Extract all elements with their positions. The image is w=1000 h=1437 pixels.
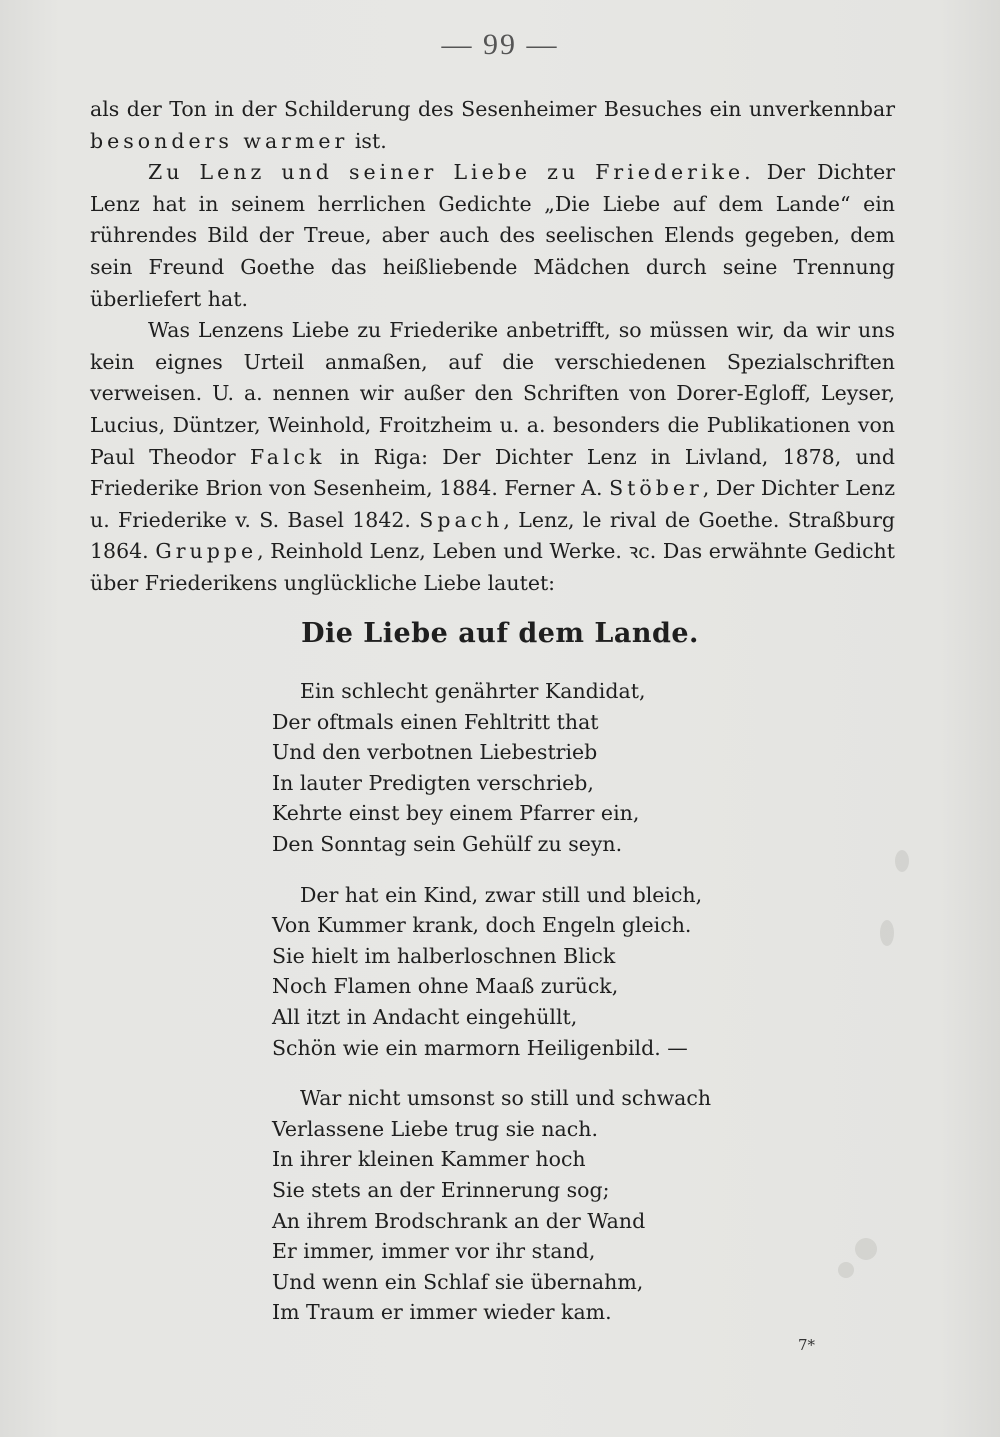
poem-line: Der oftmals einen Fehltritt that	[272, 709, 599, 734]
poem-line: Der hat ein Kind, zwar still und bleich,	[300, 882, 703, 907]
poem-line: Kehrte einst bey einem Pfarrer ein,	[272, 801, 640, 826]
poem-title: Die Liebe auf dem Lande.	[301, 618, 699, 649]
poem-line: Sie hielt im halberloschnen Blick	[272, 943, 616, 968]
poem-line: War nicht umsonst so still und schwach	[300, 1086, 712, 1111]
poem-line: In lauter Predigten verschrieb,	[272, 770, 594, 795]
text-segment: ist.	[348, 128, 387, 153]
poem-line: Schön wie ein marmorn Heiligenbild. —	[272, 1035, 688, 1060]
text-segment: Der Dichter Lenz hat in seinem herrlichen Gedichte „Die Liebe auf dem Lande“ ein rührendes Bild der Treue, aber auch des seelischen Elends gegeben, dem sein Freund Goethe das heißliebende Mädchen durch seine Trennung überliefert hat.	[90, 160, 895, 311]
poem-line: Sie stets an der Erinnerung sog;	[272, 1177, 610, 1202]
text-segment: , Reinhold Lenz, Leben und Werke. ꝛc. Das erwähnte Gedicht über Friederikens unglückliche Liebe lautet:	[90, 539, 895, 595]
poem-line: Den Sonntag sein Gehülf zu seyn.	[272, 831, 623, 856]
poem-line: Und wenn ein Schlaf sie übernahm,	[272, 1269, 644, 1294]
emphasized-text: Falck	[249, 444, 326, 469]
poem-stanza	[272, 1083, 832, 1328]
poem-line: Und den verbotnen Liebestrieb	[272, 740, 598, 765]
poem-line: Noch Flamen ohne Maaß zurück,	[272, 974, 619, 999]
paper-stain	[855, 1238, 877, 1260]
emphasized-text: Spach	[419, 507, 504, 532]
body-text	[90, 94, 895, 600]
poem	[272, 676, 832, 1348]
poem-line: Von Kummer krank, doch Engeln gleich.	[272, 913, 692, 938]
paper-stain	[880, 920, 894, 946]
text-segment: , Lenz, le rival de Goethe. Straßburg 1864.	[90, 507, 895, 564]
text-segment: , Der Dichter Lenz u. Friederike v. S. Basel 1842.	[90, 476, 896, 532]
text-segment: als der Ton in der Schilderung des Sesenheimer Besuches ein unverkennbar	[90, 97, 895, 121]
emphasized-text: besonders warmer	[90, 128, 349, 153]
poem-line: In ihrer kleinen Kammer hoch	[272, 1147, 586, 1172]
emphasized-text: Stöber	[609, 476, 703, 501]
poem-line: Verlassene Liebe trug sie nach.	[272, 1116, 598, 1141]
poem-line: Ein schlecht genährter Kandidat,	[300, 679, 646, 703]
paragraph	[90, 157, 895, 315]
text-segment: Was Lenzens Liebe zu Friederike anbetrifft, so müssen wir, da wir uns kein eignes Urteil anmaßen, auf die verschiedenen Spezialschriften verweisen. U. a. nennen wir außer den Schriften von Dorer-Egloff, Leyser, Lucius, Düntzer, Weinhold, Froitzheim u. a. besonders die Publikationen von Paul Theodor	[90, 318, 895, 469]
paper-stain	[895, 850, 909, 872]
emphasized-text: Zu Lenz und seiner Liebe zu Friederike.	[148, 160, 755, 185]
signature-mark: 7*	[798, 1336, 816, 1354]
poem-stanza	[272, 880, 832, 1064]
poem-line: All itzt in Andacht eingehüllt,	[272, 1004, 578, 1029]
poem-line: Im Traum er immer wieder kam.	[272, 1300, 612, 1325]
text-segment: in Riga: Der Dichter Lenz in Livland, 1878, und Friederike Brion von Sesenheim, 1884. Ferner A.	[90, 444, 895, 501]
paragraph	[90, 315, 895, 599]
paper-stain	[838, 1262, 854, 1278]
emphasized-text: Gruppe	[155, 539, 258, 564]
poem-line: Er immer, immer vor ihr stand,	[272, 1239, 596, 1264]
page-number: — 99 —	[441, 28, 559, 61]
poem-stanza	[272, 676, 832, 860]
paragraph	[90, 94, 895, 157]
poem-line: An ihrem Brodschrank an der Wand	[272, 1208, 646, 1233]
